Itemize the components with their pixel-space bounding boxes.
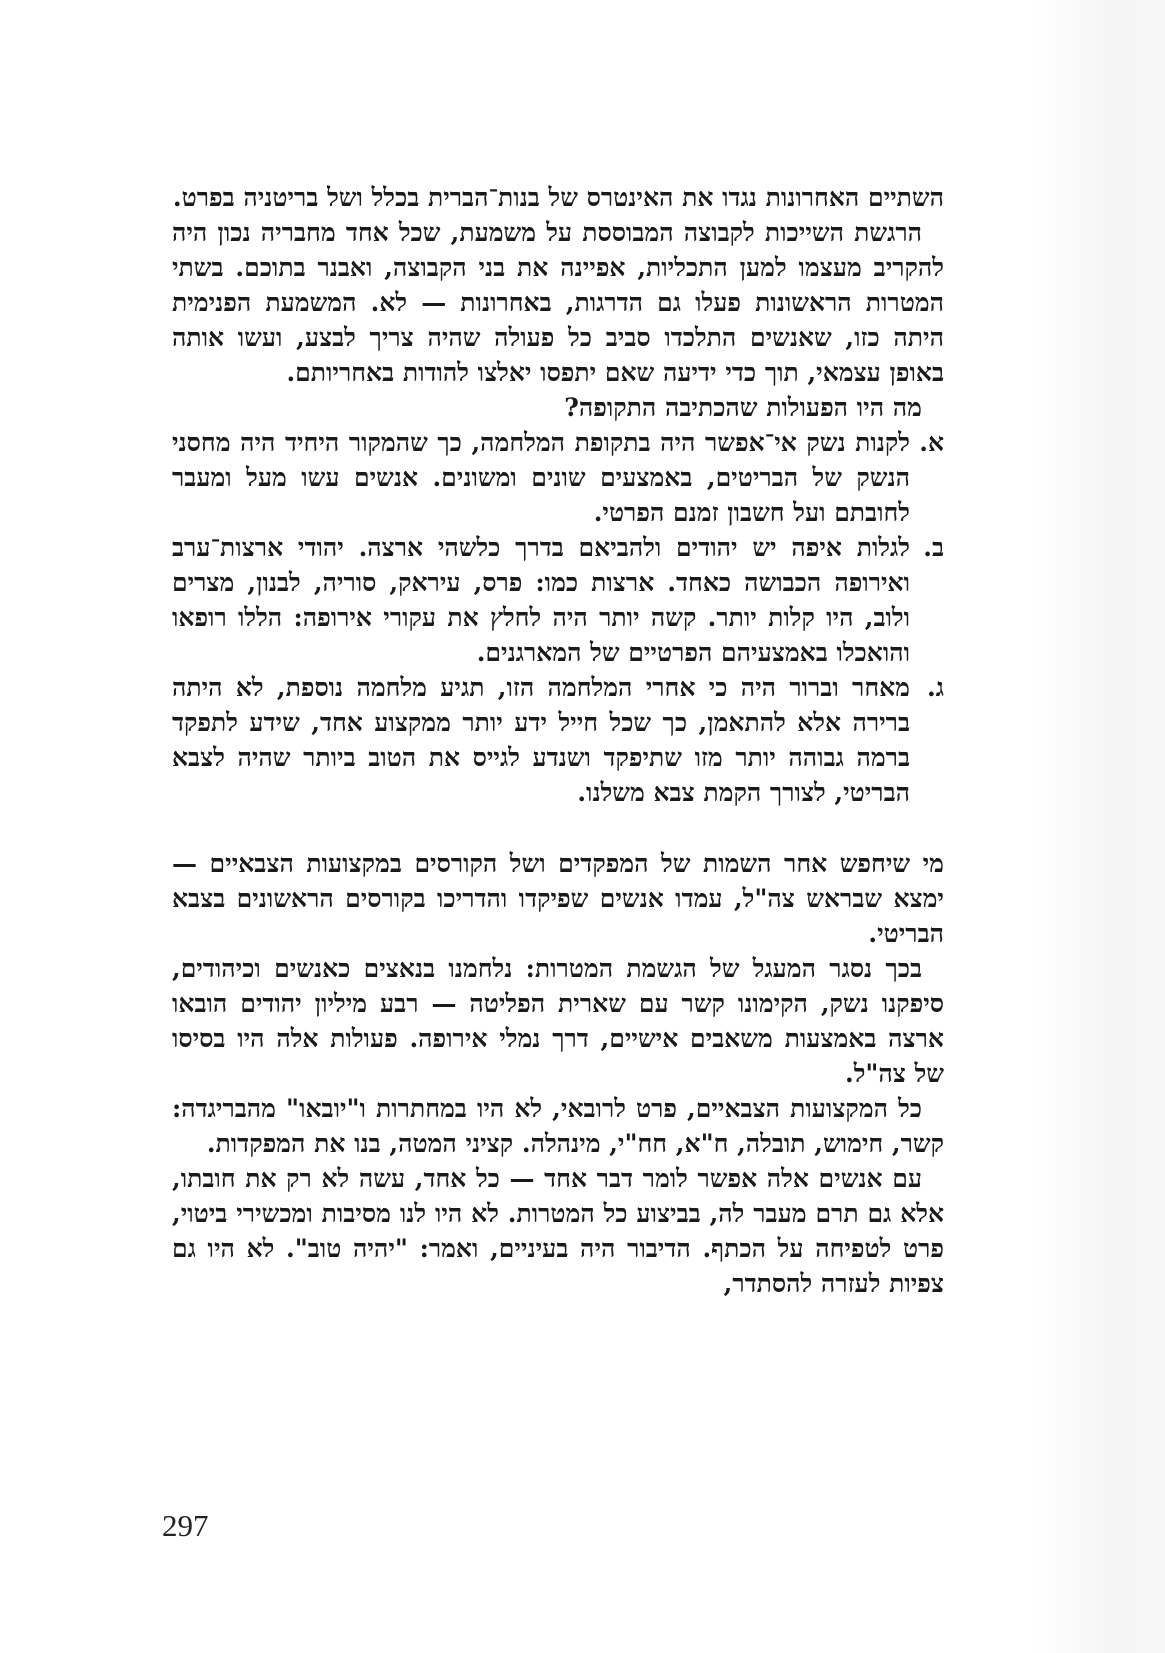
- paragraph-belonging: הרגשת השייכות לקבוצה המבוססת על משמעת, שכל אחד מחבריה נכון היה להקריב מעצמו למען התכליות, אפיינה את בני הקבוצה, ואבנר בתוכם. בשתי המטרות הראשונות פעלו גם הדרגות, באחרונות — לא. המשמעת הפנימית היתה כזו, שאנשים התלכדו סביב כל פעולה שהיה צריך לבצע, ועשו אותה באופן עצמאי, תוך כדי ידיעה שאם יתפסו יאלצו להודות באחריותם.: [172, 218, 944, 387]
- list-item: [172, 425, 944, 530]
- body-text: [172, 180, 944, 1301]
- paragraph-continuation: השתיים האחרונות נגדו את האינטרס של בנות־הברית בכלל ושל בריטניה בפרט.: [172, 183, 944, 212]
- paragraph-circle: בכך נסגר המעגל של הגשמת המטרות: נלחמנו בנאצים כאנשים וכיהודים, סיפקנו נשק, הקימונו קשר עם שארית הפליטה — רבע מיליון יהודים הובאו ארצה באמצעות משאבים אישיים, דרך נמלי אירופה. פעולות אלה היו בסיסו של צה"ל.: [172, 954, 944, 1088]
- list-item-text: לקנות נשק אי־אפשר היה בתקופת המלחמה, כך שהמקור היחיד היה מחסני הנשק של הבריטים, באמצעים שונים ומשונים. אנשים עשו מעל ומעבר לחובתם ועל חשבון זמנם הפרטי.: [172, 428, 910, 527]
- list-marker: א.: [919, 428, 944, 457]
- list-item-text: לגלות איפה יש יהודים ולהביאם בדרך כלשהי ארצה. יהודי ארצות־ערב ואירופה הכבושה כאחד. ארצות כמו: פרס, עיראק, סוריה, לבנון, מצרים ולוב, היו קלות יותר. קשה יותר היה לחלץ את עקורי אירופה: הללו רופאו והואכלו באמצעיהם הפרטיים של המארגנים.: [172, 533, 910, 667]
- page-number: 297: [162, 1508, 209, 1543]
- list-item-text: מאחר וברור היה כי אחרי המלחמה הזו, תגיע מלחמה נוספת, לא היתה ברירה אלא להתאמן, כך שכל חייל ידע יותר ממקצוע אחד, שידע לתפקד ברמה גבוהה יותר מזו שתיפקד ושנדע לגייס את הטוב ביותר שהיה לצבא הבריטי, לצורך הקמת צבא משלנו.: [172, 673, 910, 807]
- list-item: [172, 530, 944, 670]
- paragraph-professions: כל המקצועות הצבאיים, פרט לרובאי, לא היו במחתרות ו"יובאו" מהבריגדה: קשר, חימוש, תובלה, ח"א, חח"י, מינהלה. קציני המטה, בנו את המפקדות.: [172, 1094, 944, 1158]
- actions-list: [172, 425, 944, 810]
- paragraph-commanders: מי שיחפש אחר השמות של המפקדים ושל הקורסים במקצועות הצבאיים — ימצא שבראש צה"ל, עמדו אנשים שפיקדו והדריכו בקורסים הראשונים בצבא הבריטי.: [172, 849, 944, 948]
- list-marker: ג.: [927, 673, 944, 702]
- paragraph-question: מה היו הפעולות שהכתיבה התקופה?: [564, 393, 922, 422]
- paragraph-people: עם אנשים אלה אפשר לומר דבר אחד — כל אחד, עשה לא רק את חובתו, אלא גם תרם מעבר לה, בביצוע כל המטרות. לא היו לנו מסיבות ומכשירי ביטוי, פרט לטפיחה על הכתף. הדיבור היה בעיניים, ואמר: "יהיה טוב". לא היו גם צפיות לעזרה להסתדר,: [172, 1164, 944, 1298]
- page-edge-shadow: [1035, 0, 1165, 1653]
- section-gap: [172, 810, 944, 846]
- list-item: [172, 670, 944, 810]
- list-marker: ב.: [923, 533, 944, 562]
